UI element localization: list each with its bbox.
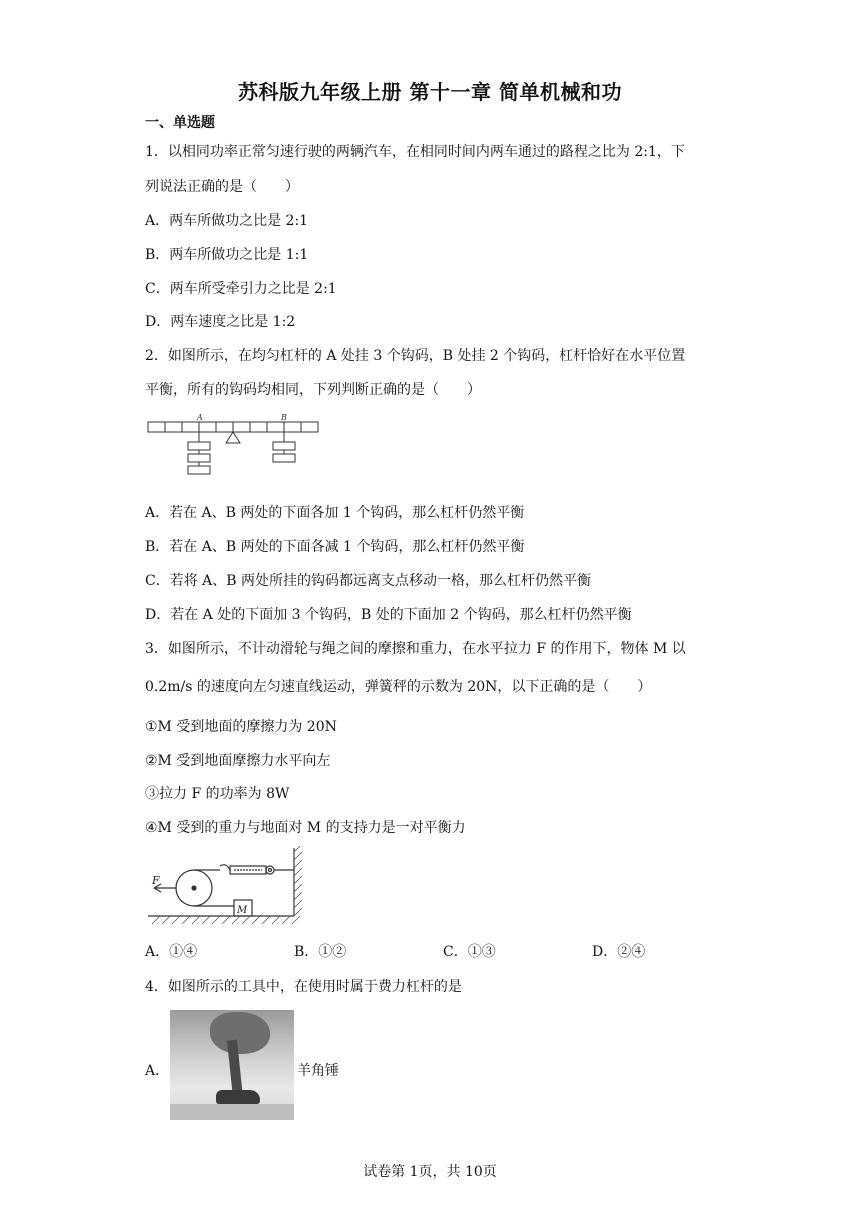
q1-option-a: A．两车所做功之比是 2:1 xyxy=(145,213,309,229)
q3-option-b: B．①② xyxy=(294,944,347,960)
q2-option-b: B．若在 A、B 两处的下面各减 1 个钩码，那么杠杆仍然平衡 xyxy=(145,539,525,555)
lever-diagram xyxy=(146,410,322,482)
q1-option-c: C．两车所受牵引力之比是 2:1 xyxy=(145,281,337,297)
q2-option-d: D．若在 A 处的下面加 3 个钩码，B 处的下面加 2 个钩码，那么杠杆仍然平衡 xyxy=(145,607,632,623)
hand-shape xyxy=(210,1012,270,1054)
q3-statement-4: ④M 受到的重力与地面对 M 的支持力是一对平衡力 xyxy=(145,820,466,836)
q2-stem-line-2: 平衡，所有的钩码均相同，下列判断正确的是（ ） xyxy=(145,382,481,398)
q3-stem-line-1: 3．如图所示，不计动滑轮与绳之间的摩擦和重力，在水平拉力 F 的作用下，物体 M 以 xyxy=(145,641,686,657)
lever-label-b: B xyxy=(281,413,287,422)
q4-option-a-prefix: A． xyxy=(145,1063,170,1079)
pulley-label-m: M xyxy=(237,905,248,916)
lever-label-a: A xyxy=(197,413,203,422)
q3-option-a: A．①④ xyxy=(145,944,198,960)
section-heading: 一、单选题 xyxy=(145,115,215,131)
q3-statement-2: ②M 受到地面摩擦力水平向左 xyxy=(145,753,331,769)
q1-option-b: B．两车所做功之比是 1:1 xyxy=(145,247,309,263)
ground-shape xyxy=(170,1104,294,1120)
q1-stem-line-1: 1．以相同功率正常匀速行驶的两辆汽车，在相同时间内两车通过的路程之比为 2:1，下 xyxy=(145,144,685,160)
q1-stem-line-2: 列说法正确的是（ ） xyxy=(145,179,299,195)
page-footer: 试卷第 1页，共 10页 xyxy=(363,1164,497,1180)
pulley-label-f: F xyxy=(152,874,160,887)
pulley-diagram xyxy=(146,846,308,930)
q1-option-d: D．两车速度之比是 1:2 xyxy=(145,314,296,330)
q3-stem-line-2: 0.2m/s 的速度向左匀速直线运动，弹簧秤的示数为 20N，以下正确的是（ ） xyxy=(145,679,652,695)
q3-statement-1: ①M 受到地面的摩擦力为 20N xyxy=(145,719,337,735)
claw-hammer-photo xyxy=(170,1010,294,1120)
q4-stem: 4．如图所示的工具中，在使用时属于费力杠杆的是 xyxy=(145,979,462,995)
q4-option-a-caption: 羊角锤 xyxy=(297,1063,339,1079)
q3-option-d: D．②④ xyxy=(592,944,646,960)
q3-option-c: C．①③ xyxy=(443,944,496,960)
q2-stem-line-1: 2．如图所示，在均匀杠杆的 A 处挂 3 个钩码，B 处挂 2 个钩码，杠杆恰好在水平位置 xyxy=(145,348,686,364)
q2-option-a: A．若在 A、B 两处的下面各加 1 个钩码，那么杠杆仍然平衡 xyxy=(145,505,525,521)
q2-option-c: C．若将 A、B 两处所挂的钩码都远离支点移动一格，那么杠杆仍然平衡 xyxy=(145,573,592,589)
hammer-head xyxy=(216,1090,260,1104)
q3-statement-3: ③拉力 F 的功率为 8W xyxy=(145,786,290,802)
page-title: 苏科版九年级上册 第十一章 简单机械和功 xyxy=(238,80,622,104)
